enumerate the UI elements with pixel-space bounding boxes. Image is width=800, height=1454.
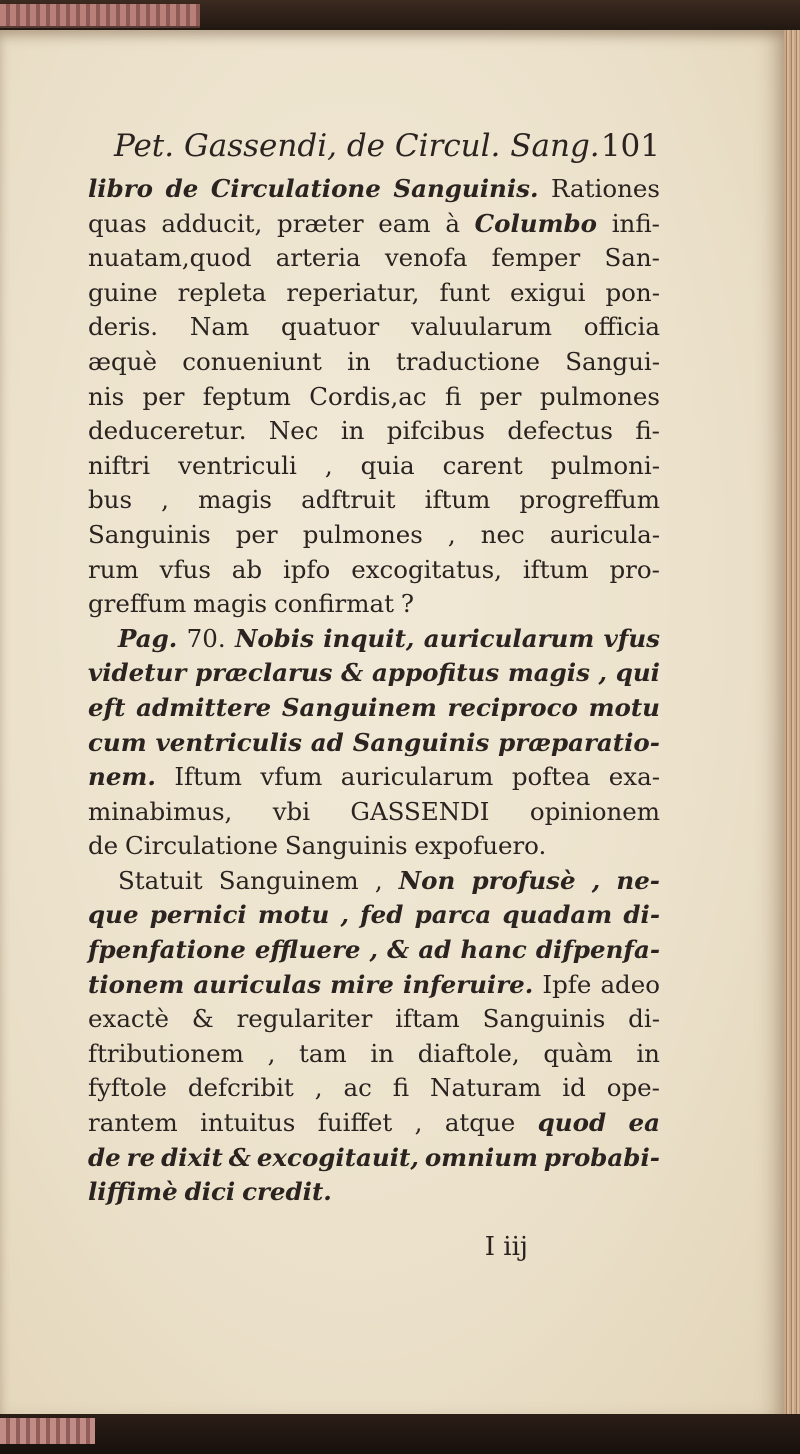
text-word: hanc xyxy=(460,935,527,965)
text-word: repleta xyxy=(177,277,267,307)
text-word: probabi- xyxy=(543,1142,660,1172)
text-word: pifcibus xyxy=(386,416,485,446)
text-word: ad xyxy=(418,935,452,965)
text-word: , xyxy=(447,519,456,549)
text-word: nuatam,quod xyxy=(88,243,252,273)
text-word: , xyxy=(374,865,383,895)
text-word: quia xyxy=(360,450,415,480)
text-word: femper xyxy=(491,243,581,273)
text-word: Naturam xyxy=(430,1073,542,1103)
text-word: ne- xyxy=(616,865,660,895)
text-word: fi xyxy=(444,381,462,411)
text-word: Sanguinis xyxy=(352,727,490,757)
text-word: motu xyxy=(588,692,660,722)
text-word: Columbo xyxy=(474,208,597,238)
text-word: ea xyxy=(628,1108,660,1138)
text-word: quadam xyxy=(502,900,613,930)
text-word: bus xyxy=(88,485,133,515)
text-word: , xyxy=(369,935,379,965)
text-word: Non xyxy=(398,865,456,895)
text-word: expofuero. xyxy=(414,831,547,861)
text-word: pon- xyxy=(605,277,660,307)
text-word: auricula- xyxy=(549,519,660,549)
text-word: ftributionem xyxy=(88,1038,244,1068)
text-word: in xyxy=(340,416,365,446)
text-word: fi xyxy=(392,1073,410,1103)
text-word: Ipfe xyxy=(542,969,592,999)
text-word: Sanguinis xyxy=(482,1004,606,1034)
text-word: & xyxy=(228,1142,251,1172)
text-word: quatuor xyxy=(281,312,380,342)
text-word: pro- xyxy=(609,554,660,584)
text-word: æquè xyxy=(88,346,157,376)
text-word: per xyxy=(142,381,185,411)
text-word: vfus xyxy=(603,623,660,653)
text-word: , xyxy=(340,900,349,930)
text-word: magis xyxy=(193,589,268,619)
text-word: Nec xyxy=(268,416,319,446)
text-word: fyftole xyxy=(88,1073,167,1103)
page-number: 101 xyxy=(600,128,660,164)
text-word: præter xyxy=(277,208,364,238)
text-word: dici xyxy=(184,1177,236,1207)
text-word: vfus xyxy=(159,554,211,584)
text-word: eam xyxy=(378,208,431,238)
text-word: id xyxy=(562,1073,586,1103)
text-word: quas xyxy=(88,208,147,238)
text-word: fi- xyxy=(635,416,660,446)
tailband-ribbon xyxy=(0,1418,95,1444)
text-word: pulmones xyxy=(302,519,423,549)
text-line xyxy=(88,898,660,933)
text-word: traductione xyxy=(395,346,540,376)
text-word: carent xyxy=(442,450,523,480)
text-word: ac xyxy=(343,1073,372,1103)
text-line xyxy=(88,207,660,242)
text-word: & xyxy=(387,935,410,965)
running-header xyxy=(88,120,660,172)
text-word: nec xyxy=(480,519,525,549)
text-word: diaftole, xyxy=(417,1038,520,1068)
text-word: vfum xyxy=(260,762,323,792)
text-word: officia xyxy=(583,312,660,342)
text-line xyxy=(88,587,660,622)
text-word: reperiatur, xyxy=(286,277,420,307)
text-word: in xyxy=(370,1038,395,1068)
text-word: excogitauit, xyxy=(256,1142,419,1172)
text-word: valuularum xyxy=(410,312,552,342)
text-word: effluere xyxy=(254,935,361,965)
text-line xyxy=(88,483,660,518)
text-word: eft xyxy=(88,692,126,722)
text-word: fed xyxy=(360,900,404,930)
text-word: guine xyxy=(88,277,158,307)
text-word: Sanguinis xyxy=(88,519,211,549)
text-word: ventriculi xyxy=(178,450,297,480)
text-word: inquit, xyxy=(323,623,415,653)
text-word: adducit, xyxy=(161,208,263,238)
text-word: conueniunt xyxy=(182,346,322,376)
text-word: , xyxy=(591,865,601,895)
text-word: minabimus, xyxy=(88,796,233,826)
text-word: Sanguinis xyxy=(284,831,408,861)
text-word: Circulatione xyxy=(210,174,381,203)
text-word: 70. xyxy=(186,623,226,653)
text-word: tam xyxy=(299,1038,347,1068)
text-word: Sanguinem xyxy=(281,692,437,722)
text-line xyxy=(88,310,660,345)
text-line xyxy=(88,276,660,311)
text-word: præclarus xyxy=(194,658,333,688)
text-word: opinionem xyxy=(529,796,660,826)
text-word: , xyxy=(324,450,333,480)
text-line xyxy=(88,760,660,795)
text-word: præparatio- xyxy=(498,727,660,757)
text-line xyxy=(88,656,660,691)
text-line xyxy=(88,1071,660,1106)
book-binding-bottom xyxy=(0,1414,800,1454)
text-word: exactè xyxy=(88,1004,169,1034)
text-word: libro xyxy=(88,174,153,203)
headband-ribbon xyxy=(0,4,200,28)
text-word: auriculas xyxy=(193,969,322,999)
text-word: infi- xyxy=(611,208,660,238)
text-word: confirmat xyxy=(273,589,394,619)
text-word: liffimè xyxy=(88,1177,178,1207)
text-word: pulmones xyxy=(539,381,660,411)
text-line xyxy=(88,726,660,761)
text-word: defectus xyxy=(507,416,613,446)
text-word: ope- xyxy=(606,1073,660,1103)
text-word: rum xyxy=(88,554,139,584)
text-word: , xyxy=(598,658,608,688)
text-line xyxy=(88,795,660,830)
text-word: venofa xyxy=(384,243,468,273)
text-word: que xyxy=(88,900,139,930)
text-word: ? xyxy=(400,589,414,619)
text-word: exigui xyxy=(509,277,586,307)
text-word: de xyxy=(88,831,119,861)
text-word: vbi xyxy=(272,796,311,826)
text-word: ad xyxy=(310,727,344,757)
text-word: ipfo xyxy=(282,554,331,584)
text-word: excogitatus, xyxy=(351,554,502,584)
text-word: Rationes xyxy=(551,174,660,203)
text-word: Cordis,ac xyxy=(309,381,427,411)
text-word: deris. xyxy=(88,312,159,342)
text-word: profusè xyxy=(471,865,576,895)
text-line xyxy=(88,933,660,968)
text-word: pernici xyxy=(149,900,247,930)
text-word: Sanguinis. xyxy=(393,174,539,203)
text-word: ab xyxy=(231,554,263,584)
text-word: regulariter xyxy=(236,1004,373,1034)
text-word: nem. xyxy=(88,762,156,792)
text-word: magis xyxy=(198,485,272,515)
text-line xyxy=(88,829,660,864)
text-line xyxy=(88,1106,660,1141)
text-word: , xyxy=(161,485,169,515)
text-word: , xyxy=(314,1073,323,1103)
text-word: per xyxy=(479,381,522,411)
text-line xyxy=(88,172,660,207)
text-word: à xyxy=(445,208,460,238)
text-word: Statuit xyxy=(118,865,203,895)
text-word: Sanguinem xyxy=(218,865,359,895)
text-word: fuiffet xyxy=(317,1108,393,1138)
text-word: reciproco xyxy=(447,692,578,722)
text-word: funt xyxy=(439,277,490,307)
text-line xyxy=(88,1175,660,1210)
text-word: Circulatione xyxy=(125,831,278,861)
text-word: appofitus xyxy=(371,658,500,688)
text-line xyxy=(88,449,660,484)
text-line xyxy=(88,1037,660,1072)
text-word: motu xyxy=(257,900,330,930)
text-word: adeo xyxy=(600,969,660,999)
text-word: poftea xyxy=(511,762,591,792)
signature-mark: I iij xyxy=(484,1231,528,1262)
text-word: nis xyxy=(88,381,125,411)
page-text-block xyxy=(88,120,660,1264)
text-word: & xyxy=(191,1004,214,1034)
text-word: rantem xyxy=(88,1108,178,1138)
text-line xyxy=(88,622,660,657)
text-word: feptum xyxy=(202,381,291,411)
text-word: ventriculis xyxy=(155,727,302,757)
text-word: Iftum xyxy=(174,762,242,792)
text-line xyxy=(88,345,660,380)
text-word: omnium xyxy=(424,1142,538,1172)
text-word: fpenfatione xyxy=(88,935,246,965)
text-word: videtur xyxy=(88,658,187,688)
text-line xyxy=(88,691,660,726)
text-word: niftri xyxy=(88,450,151,480)
text-word: GASSENDI xyxy=(350,796,490,826)
text-line xyxy=(88,414,660,449)
book-page xyxy=(0,30,787,1422)
text-word: magis xyxy=(507,658,590,688)
text-word: , xyxy=(267,1038,276,1068)
text-word: admittere xyxy=(136,692,272,722)
text-word: difpenfa- xyxy=(535,935,660,965)
text-word: iftum xyxy=(522,554,589,584)
text-line xyxy=(88,380,660,415)
text-word: iftam xyxy=(395,1004,460,1034)
text-line xyxy=(88,241,660,276)
text-word: tionem xyxy=(88,969,185,999)
text-word: pulmoni- xyxy=(550,450,660,480)
text-word: arteria xyxy=(275,243,361,273)
text-word: de xyxy=(165,174,199,203)
body-text xyxy=(88,172,660,1210)
text-line xyxy=(88,518,660,553)
text-word: , xyxy=(414,1108,423,1138)
text-word: deduceretur. xyxy=(88,416,247,446)
text-word: di- xyxy=(628,1004,660,1034)
text-word: dixit xyxy=(161,1142,223,1172)
text-word: atque xyxy=(444,1108,516,1138)
text-word: intuitus xyxy=(200,1108,296,1138)
text-word: greffum xyxy=(88,589,187,619)
text-word: Sangui- xyxy=(565,346,660,376)
text-word: re xyxy=(126,1142,156,1172)
text-line xyxy=(88,553,660,588)
text-word: in xyxy=(347,346,371,376)
text-word: quod xyxy=(537,1108,607,1138)
text-word: inferuire. xyxy=(402,969,534,999)
text-word: per xyxy=(235,519,278,549)
text-word: cum xyxy=(88,727,147,757)
text-word: & xyxy=(341,658,364,688)
text-word: quàm xyxy=(543,1038,613,1068)
text-word: de xyxy=(88,1142,121,1172)
text-line xyxy=(88,968,660,1003)
text-word: mire xyxy=(330,969,394,999)
book-binding-top xyxy=(0,0,800,34)
text-line xyxy=(88,1002,660,1037)
text-word: Nam xyxy=(189,312,250,342)
text-line xyxy=(88,864,660,899)
text-word: adftruit xyxy=(301,485,396,515)
running-title: Pet. Gassendi, de Circul. Sang. xyxy=(114,128,600,164)
text-word: auricularum xyxy=(423,623,595,653)
text-word: credit. xyxy=(242,1177,332,1207)
text-line xyxy=(88,1141,660,1176)
text-word: San- xyxy=(604,243,660,273)
page-edges xyxy=(784,30,800,1422)
text-word: Pag. xyxy=(118,623,178,653)
text-word: in xyxy=(636,1038,660,1068)
text-word: parca xyxy=(414,900,492,930)
text-word: exa- xyxy=(608,762,660,792)
text-word: iftum xyxy=(424,485,491,515)
text-word: defcribit xyxy=(187,1073,294,1103)
text-word: progreffum xyxy=(519,485,660,515)
text-word: Nobis xyxy=(234,623,314,653)
text-word: auricularum xyxy=(340,762,494,792)
text-word: qui xyxy=(615,658,660,688)
text-word: di- xyxy=(623,900,660,930)
